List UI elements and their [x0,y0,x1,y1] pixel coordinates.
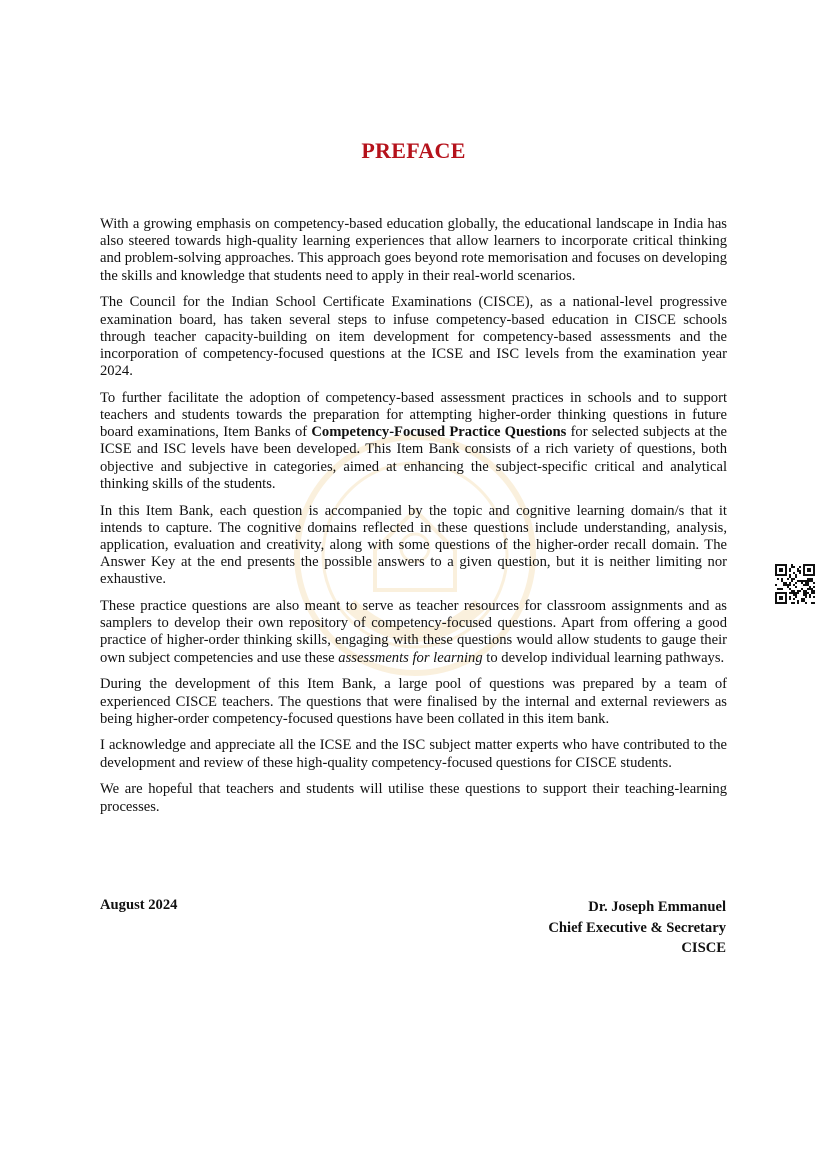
paragraph-text: We are hopeful that teachers and students will utilise these questions to support their teaching-learning processes. [100,781,727,815]
paragraph-emphasis: assessments for learning [338,649,483,666]
paragraph-text: During the development of this Item Bank, a large pool of questions was prepared by a team of experienced CISCE teachers. The questions that were finalised by the internal and external reviewers as being higher-order competency-focused questions have been collated in this item bank. [100,676,727,727]
paragraph-text: These practice questions are also meant to serve as teacher resources for classroom assignments and as samplers to develop their own repository of competency-focused questions. Apart from offering a good practice of higher-order thinking skills, engaging with these questions would allow students to gauge their own subject competencies and use these [100,598,727,666]
preface-paragraph [100,737,727,771]
paragraph-text: The Council for the Indian School Certificate Examinations (CISCE), as a national-level progressive examination board, has taken several steps to infuse competency-based education in CISCE schools through teacher capacity-building on item development for competency-based assessments and the incorporation of competency-focused questions at the ICSE and ISC levels from the examination year 2024. [100,294,727,380]
preface-paragraph [100,390,727,493]
preface-date: August 2024 [100,897,178,913]
preface-paragraph [100,503,727,589]
paragraph-emphasis: Competency-Focused Practice Questions [311,424,567,441]
preface-paragraph [100,781,727,815]
qr-code-icon [775,564,815,604]
preface-paragraph [100,676,727,728]
paragraph-text: With a growing emphasis on competency-based education globally, the educational landscape in India has also steered towards high-quality learning experiences that allow learners to incorporate critical thinking and problem-solving approaches. This approach goes beyond rote memorisation and focuses on developing the skills and knowledge that students need to apply in their real-world scenarios. [100,216,727,284]
preface-paragraph [100,598,727,667]
signatory-title: Chief Executive & Secretary [548,919,726,936]
signatory-name: Dr. Joseph Emmanuel [588,899,726,915]
signature-block [548,897,726,959]
preface-paragraph [100,294,727,380]
page-title: PREFACE [361,138,466,163]
paragraph-text: To further facilitate the adoption of competency-based assessment practices in schools and to support teachers and students towards the preparation for attempting higher-order thinking questions in future board examinations, Item Banks of [100,389,727,441]
paragraph-text: I acknowledge and appreciate all the ICSE and the ISC subject matter experts who have contributed to the development and review of these high-quality competency-focused questions for CISCE students. [100,737,727,771]
preface-paragraph [100,216,727,285]
paragraph-text: to develop individual learning pathways. [482,649,725,666]
paragraph-text: In this Item Bank, each question is accompanied by the topic and cognitive learning domain/s that it intends to capture. The cognitive domains reflected in these questions include understanding, analysis, application, evaluation and creativity, along with some questions of the higher-order recall domain. The Answer Key at the end presents the possible answers to a given question, but it is neither limiting nor exhaustive. [100,502,727,588]
preface-body [100,216,727,825]
signatory-org: CISCE [681,940,726,956]
paragraph-text: for selected subjects at the ICSE and ISC levels have been developed. This Item Bank consists of a rich variety of questions, both objective and subjective in categories, aimed at enhancing the subject-specific critical and analytical thinking skills of the students. [100,424,727,492]
